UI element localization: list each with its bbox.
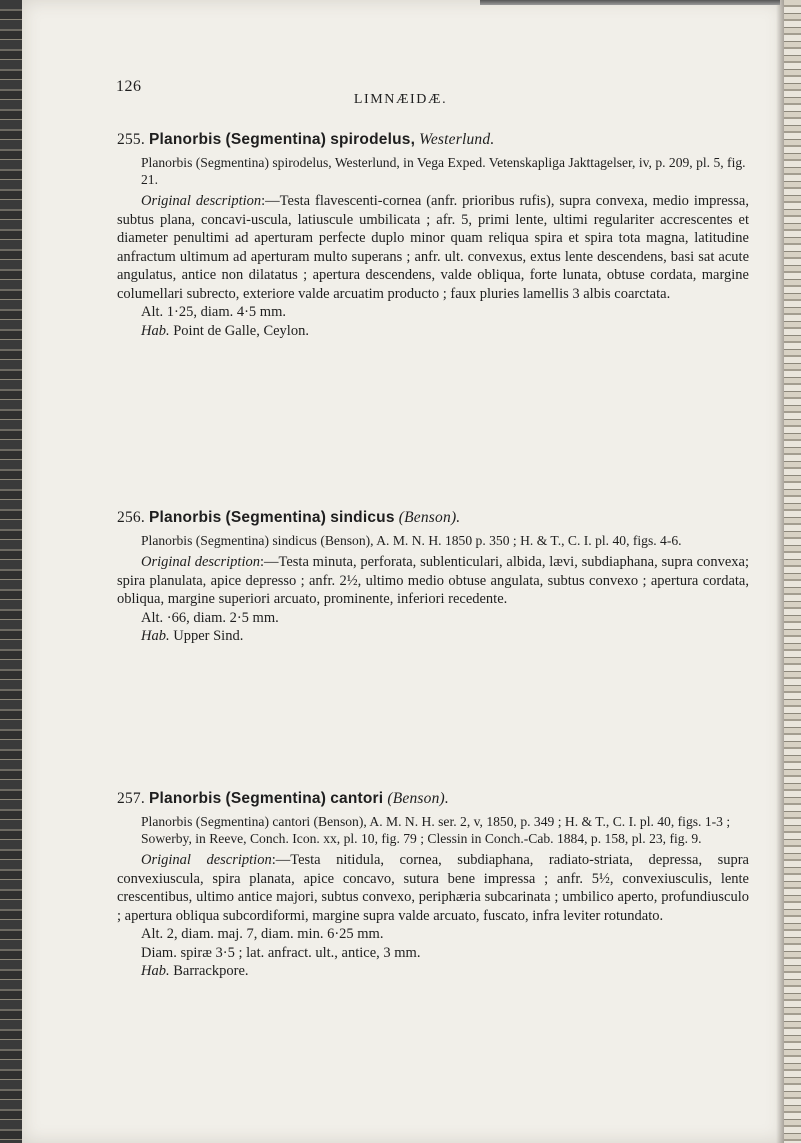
book-gutter-left <box>0 0 22 1143</box>
description-body: :—Testa flavescenti-cornea (anfr. prioribus rufis), supra convexa, medio impressa, subtus plana, concavi-uscula, latiuscule umbilicata ; afr. 5, primi lente, ultimi regulariter accrescentes et diameter penultimi ad aperturam perfecte duplo minor quam reliqua spira et spira tota magna, latitudine anfractum ultimum ad aperturam multo superans ; anfr. ult. convexus, extus lente descendens, basi sat acute angulatus, antice non dilatatus ; apertura descendens, valde obliqua, forte lunata, obtuse cordata, margine columellari subrecto, exteriore valde arcuatim producto ; faux pluries lamellis 3 albis coarctata. <box>117 193 749 302</box>
description-text <box>117 553 749 609</box>
reference-text: Planorbis (Segmentina) spirodelus, Westerlund, in Vega Exped. Vetenskapliga Jakttagelser, iv, p. 209, pl. 5, fig. 21. <box>141 155 746 187</box>
entry-heading <box>117 508 749 528</box>
author-name: (Benson). <box>387 790 449 807</box>
subgenus-name: (Segmentina) <box>225 509 327 526</box>
measurement-line: Diam. spiræ 3·5 ; lat. anfract. ult., antice, 3 mm. <box>141 944 421 961</box>
genus-name: Planorbis <box>149 790 222 807</box>
genus-name: Planorbis <box>149 509 222 526</box>
reference-text: Planorbis (Segmentina) cantori (Benson), A. M. N. H. ser. 2, v, 1850, p. 349 ; H. & T., C. I. pl. 40, figs. 1-3 ; Sowerby, in Reeve, Conch. Icon. xx, pl. 10, fig. 79 ; Clessin in Conch.-Cab. 1884, p. 158, pl. 23, fig. 9. <box>141 814 731 846</box>
genus-name: Planorbis <box>149 131 222 148</box>
running-head: LIMNÆIDÆ. <box>353 92 448 107</box>
entry-heading <box>117 130 749 150</box>
description-label: Original description <box>141 852 272 868</box>
entry-number: 255. <box>117 131 145 148</box>
author-name: (Benson). <box>398 509 461 526</box>
species-name: spirodelus, <box>330 131 416 148</box>
habitat-line <box>117 962 749 981</box>
book-edge-right <box>784 0 801 1143</box>
description-text <box>117 851 749 925</box>
description-body: :—Testa minuta, perforata, sublenticulari, albida, lævi, subdiaphana, supra convexa; spira planulata, apice depresso ; anfr. 2½, ultimo medio obtuse angulata, subtus convexo ; apertura cordata, obliqua, margine superiori arcuato, prominente, inferiori recedente. <box>117 554 750 607</box>
description-label: Original description <box>141 554 260 570</box>
species-name: cantori <box>330 790 384 807</box>
subgenus-name: (Segmentina) <box>225 790 327 807</box>
entry-number: 257. <box>117 790 145 807</box>
top-edge-rule <box>480 0 780 5</box>
habitat-text: Barrackpore. <box>173 963 249 979</box>
habitat-line <box>117 627 749 646</box>
habitat-text: Upper Sind. <box>173 628 244 644</box>
author-name: Westerlund. <box>419 131 495 148</box>
habitat-line <box>117 322 749 341</box>
habitat-label: Hab. <box>141 628 170 644</box>
measurement-line: Alt. 2, diam. maj. 7, diam. min. 6·25 mm. <box>141 926 384 942</box>
habitat-label: Hab. <box>141 322 170 339</box>
measurement-line: Alt. ·66, diam. 2·5 mm. <box>141 609 279 626</box>
reference-text: Planorbis (Segmentina) sindicus (Benson), A. M. N. H. 1850 p. 350 ; H. & T., C. I. pl. 40, figs. 4-6. <box>141 533 682 548</box>
habitat-label: Hab. <box>141 963 170 979</box>
page-number: 126 <box>116 78 142 95</box>
species-entry <box>117 508 749 646</box>
entry-heading <box>117 789 749 809</box>
description-text <box>117 192 749 303</box>
description-body: :—Testa nitidula, cornea, subdiaphana, radiato-striata, depressa, supra convexiuscula, spira planata, apice concavo, sutura bene impressa ; anfr. 5½, convexiusculis, lente crescentibus, ultimo antice majori, subtus convexo, periphæria subcarinata ; umbilico aperto, profundiusculo ; apertura obliqua subcordiformi, margine supra valde arcuato, fuscato, infra leviter rotundato. <box>117 852 749 924</box>
species-entry <box>117 130 749 340</box>
species-name: sindicus <box>330 509 395 526</box>
habitat-text: Point de Galle, Ceylon. <box>173 322 309 339</box>
subgenus-name: (Segmentina) <box>225 131 327 148</box>
entry-number: 256. <box>117 509 145 526</box>
measurement-line: Alt. 1·25, diam. 4·5 mm. <box>141 304 286 320</box>
species-entry <box>117 789 749 981</box>
description-label: Original description <box>141 193 262 209</box>
page-edge-shadow <box>776 0 784 1143</box>
